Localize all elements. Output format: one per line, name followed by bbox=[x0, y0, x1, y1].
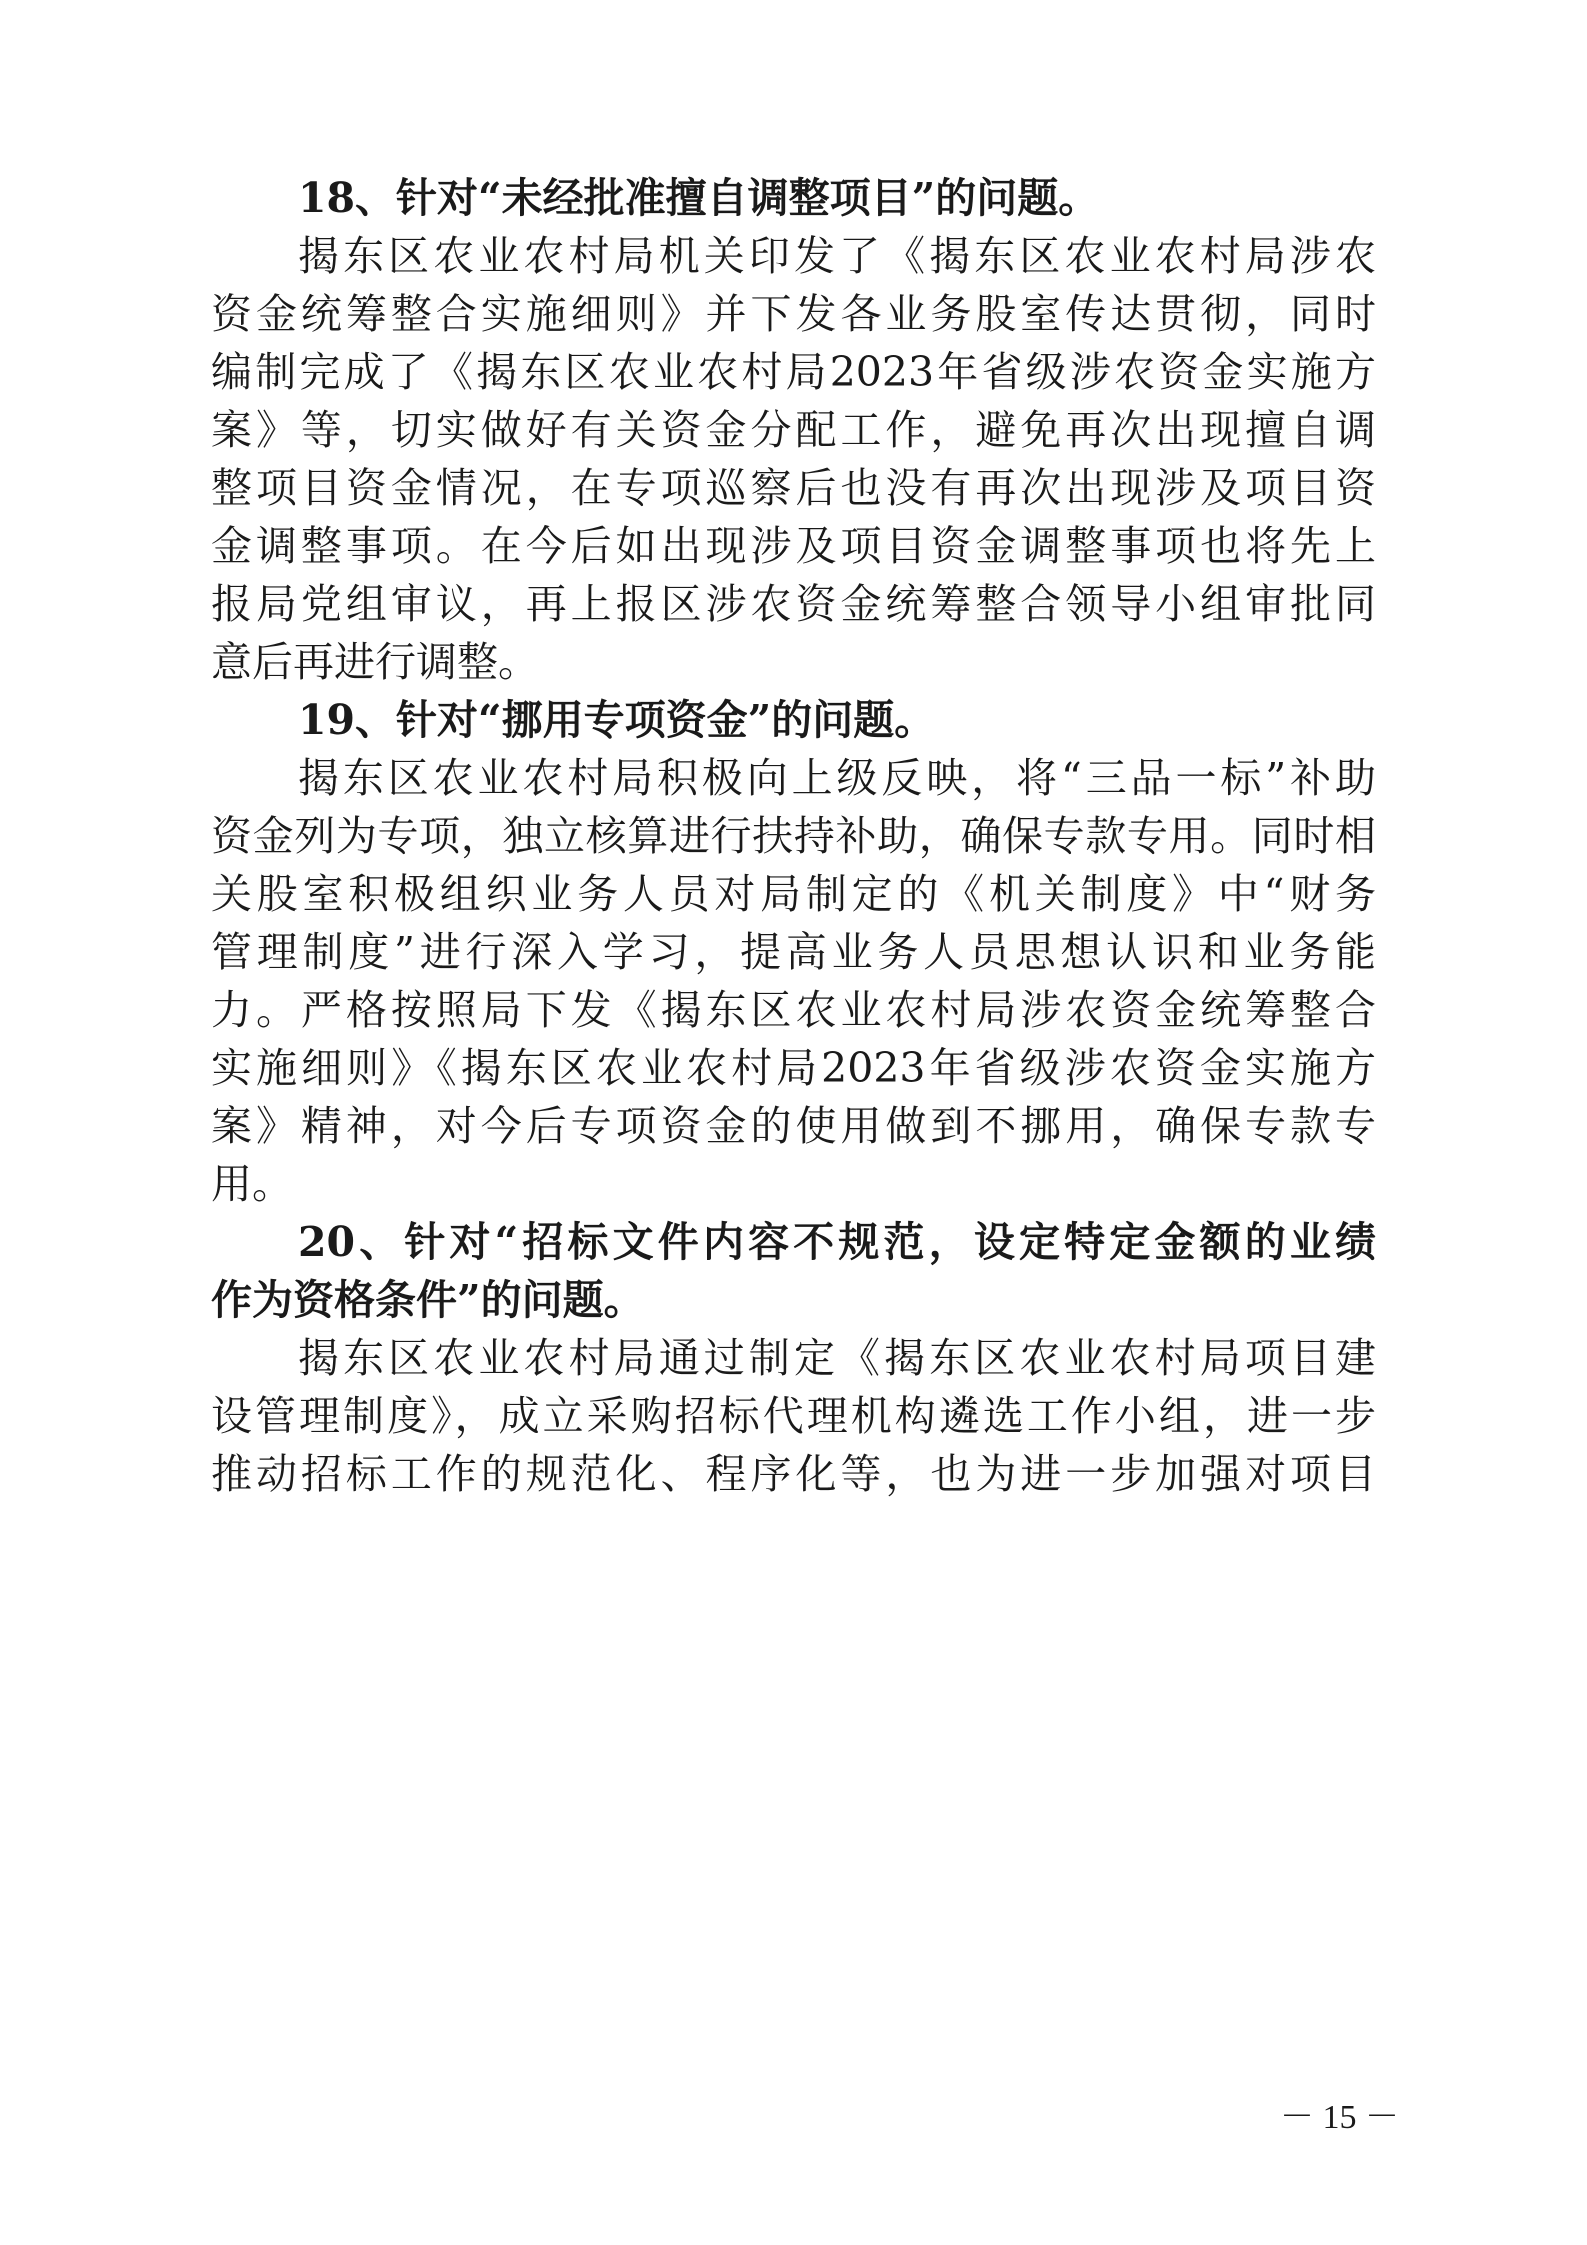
section-19-line-4: 管理制度”进行深入学习，提高业务人员思想认识和业务能 bbox=[211, 928, 1376, 976]
section-19-line-2: 资金列为专项，独立核算进行扶持补助，确保专款专用。同时相 bbox=[211, 812, 1376, 860]
section-18-line-4: 案》等，切实做好有关资金分配工作，避免再次出现擅自调 bbox=[211, 406, 1376, 454]
section-19-line-8: 用。 bbox=[211, 1160, 293, 1208]
section-18-line-5: 整项目资金情况，在专项巡察后也没有再次出现涉及项目资 bbox=[211, 464, 1376, 512]
section-18-line-7: 报局党组审议，再上报区涉农资金统筹整合领导小组审批同 bbox=[211, 580, 1376, 628]
section-19-line-6: 实施细则》《揭东区农业农村局2023年省级涉农资金实施方 bbox=[211, 1044, 1376, 1092]
section-19-line-5: 力。严格按照局下发《揭东区农业农村局涉农资金统筹整合 bbox=[211, 986, 1376, 1034]
section-19-line-3: 关股室积极组织业务人员对局制定的《机关制度》中“财务 bbox=[211, 870, 1376, 918]
section-18-line-8: 意后再进行调整。 bbox=[211, 638, 539, 686]
section-18-heading: 18、针对“未经批准擅自调整项目”的问题。 bbox=[298, 174, 1100, 222]
section-20-line-3: 推动招标工作的规范化、程序化等，也为进一步加强对项目 bbox=[211, 1450, 1376, 1498]
section-20-heading-line-2: 作为资格条件”的问题。 bbox=[211, 1276, 645, 1324]
page-number: － 15 － bbox=[1280, 2099, 1399, 2136]
section-18-line-1: 揭东区农业农村局机关印发了《揭东区农业农村局涉农 bbox=[298, 232, 1376, 280]
section-18-line-3: 编制完成了《揭东区农业农村局2023年省级涉农资金实施方 bbox=[211, 348, 1376, 396]
section-18-line-6: 金调整事项。在今后如出现涉及项目资金调整事项也将先上 bbox=[211, 522, 1376, 570]
section-20-line-2: 设管理制度》，成立采购招标代理机构遴选工作小组，进一步 bbox=[211, 1392, 1376, 1440]
section-19-line-7: 案》精神，对今后专项资金的使用做到不挪用，确保专款专 bbox=[211, 1102, 1376, 1150]
section-20-heading-line-1: 20、针对“招标文件内容不规范，设定特定金额的业绩 bbox=[298, 1218, 1376, 1266]
section-18-line-2: 资金统筹整合实施细则》并下发各业务股室传达贯彻，同时 bbox=[211, 290, 1376, 338]
section-20-line-1: 揭东区农业农村局通过制定《揭东区农业农村局项目建 bbox=[298, 1334, 1376, 1382]
section-19-heading: 19、针对“挪用专项资金”的问题。 bbox=[298, 696, 936, 744]
section-19-line-1: 揭东区农业农村局积极向上级反映，将“三品一标”补助 bbox=[298, 754, 1376, 802]
